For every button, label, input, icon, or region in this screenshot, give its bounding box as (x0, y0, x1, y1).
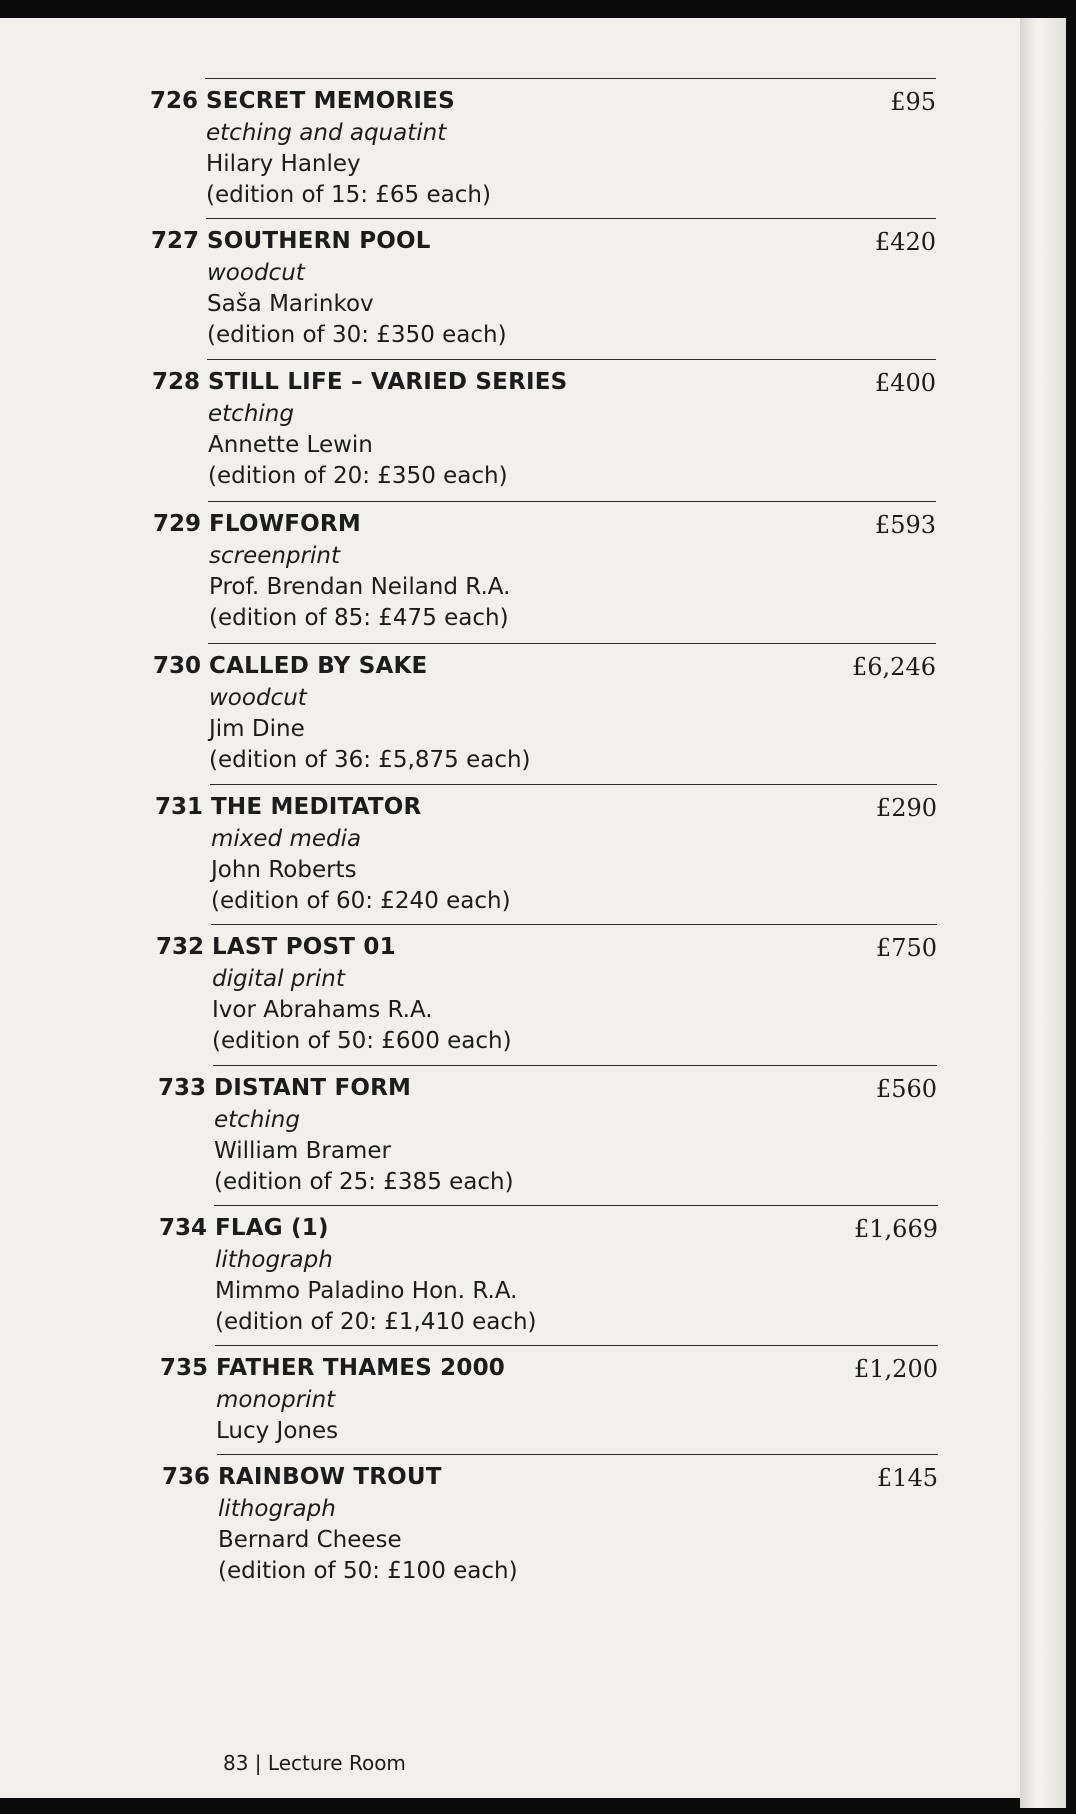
divider (208, 643, 936, 644)
divider (208, 501, 936, 502)
entry-medium: monoprint (216, 1387, 336, 1413)
entry-edition: (edition of 50: £100 each) (218, 1558, 518, 1584)
entry-price: £145 (876, 1464, 938, 1492)
entry-price: £750 (875, 934, 937, 962)
entry-title: FLOWFORM (209, 511, 361, 537)
entry-number: 728 (152, 369, 201, 395)
entry-medium: etching (208, 401, 294, 427)
entry-price: £1,200 (854, 1355, 938, 1383)
entry-artist: Mimmo Paladino Hon. R.A. (215, 1278, 518, 1304)
entry-number: 730 (153, 653, 202, 679)
catalogue-entry (155, 784, 937, 924)
catalogue-entry (153, 501, 936, 641)
catalogue-entry (153, 643, 936, 783)
entry-number: 731 (155, 794, 204, 820)
entry-title: CALLED BY SAKE (209, 653, 428, 679)
entry-edition: (edition of 36: £5,875 each) (209, 747, 531, 773)
entry-price: £560 (875, 1075, 937, 1103)
page-edge (1020, 18, 1066, 1808)
entry-edition: (edition of 60: £240 each) (211, 888, 511, 914)
entry-number: 726 (150, 88, 199, 114)
entry-artist: John Roberts (211, 857, 357, 883)
entry-number: 732 (156, 934, 205, 960)
entry-artist: Hilary Hanley (206, 151, 361, 177)
entry-artist: Lucy Jones (216, 1418, 339, 1444)
divider (217, 1454, 938, 1455)
entry-number: 734 (159, 1215, 208, 1241)
entry-title: RAINBOW TROUT (218, 1464, 442, 1490)
entry-price: £95 (890, 88, 936, 116)
entry-medium: woodcut (207, 260, 305, 286)
catalogue-entry (151, 218, 936, 358)
entry-medium: woodcut (209, 685, 307, 711)
entry-title: SOUTHERN POOL (207, 228, 431, 254)
entry-medium: etching and aquatint (206, 120, 447, 146)
entry-edition: (edition of 20: £350 each) (208, 463, 508, 489)
entry-medium: mixed media (211, 826, 362, 852)
entry-price: £400 (874, 369, 936, 397)
page-footer: 83 | Lecture Room (223, 1751, 406, 1775)
catalogue-entry (159, 1205, 938, 1345)
entry-artist: Jim Dine (209, 716, 305, 742)
divider (210, 784, 937, 785)
entry-title: STILL LIFE – VARIED SERIES (208, 369, 568, 395)
divider (207, 359, 936, 360)
entry-number: 735 (160, 1355, 209, 1381)
catalogue-entry (156, 924, 937, 1064)
entry-number: 727 (151, 228, 200, 254)
divider (211, 924, 937, 925)
entry-title: FATHER THAMES 2000 (216, 1355, 505, 1381)
entry-price: £593 (874, 511, 936, 539)
entry-edition: (edition of 15: £65 each) (206, 182, 491, 208)
entry-title: DISTANT FORM (214, 1075, 412, 1101)
entry-price: £290 (875, 794, 937, 822)
entry-artist: William Bramer (214, 1138, 391, 1164)
entry-medium: screenprint (209, 543, 341, 569)
divider (205, 78, 936, 79)
entry-edition: (edition of 30: £350 each) (207, 322, 507, 348)
entry-title: LAST POST 01 (212, 934, 396, 960)
entry-number: 736 (162, 1464, 211, 1490)
entry-artist: Saša Marinkov (207, 291, 374, 317)
divider (213, 1065, 937, 1066)
entry-artist: Bernard Cheese (218, 1527, 402, 1553)
entry-edition: (edition of 25: £385 each) (214, 1169, 514, 1195)
catalogue-entry (150, 78, 936, 218)
entry-edition: (edition of 50: £600 each) (212, 1028, 512, 1054)
entry-artist: Prof. Brendan Neiland R.A. (209, 574, 511, 600)
entry-artist: Ivor Abrahams R.A. (212, 997, 433, 1023)
entry-price: £420 (874, 228, 936, 256)
entry-medium: lithograph (215, 1247, 333, 1273)
entry-medium: lithograph (218, 1496, 336, 1522)
entry-title: THE MEDITATOR (211, 794, 422, 820)
divider (215, 1345, 938, 1346)
entry-price: £6,246 (852, 653, 936, 681)
entry-title: SECRET MEMORIES (206, 88, 455, 114)
divider (214, 1205, 938, 1206)
entry-artist: Annette Lewin (208, 432, 373, 458)
catalogue-entry (158, 1065, 937, 1205)
catalogue-entry (152, 359, 936, 499)
entry-medium: digital print (212, 966, 345, 992)
entry-number: 729 (153, 511, 202, 537)
entry-edition: (edition of 20: £1,410 each) (215, 1309, 537, 1335)
entry-price: £1,669 (854, 1215, 938, 1243)
entry-title: FLAG (1) (215, 1215, 329, 1241)
catalogue-entry (160, 1345, 938, 1453)
entry-number: 733 (158, 1075, 207, 1101)
entry-edition: (edition of 85: £475 each) (209, 605, 509, 631)
divider (206, 218, 936, 219)
entry-medium: etching (214, 1107, 300, 1133)
catalogue-entry (162, 1454, 938, 1594)
